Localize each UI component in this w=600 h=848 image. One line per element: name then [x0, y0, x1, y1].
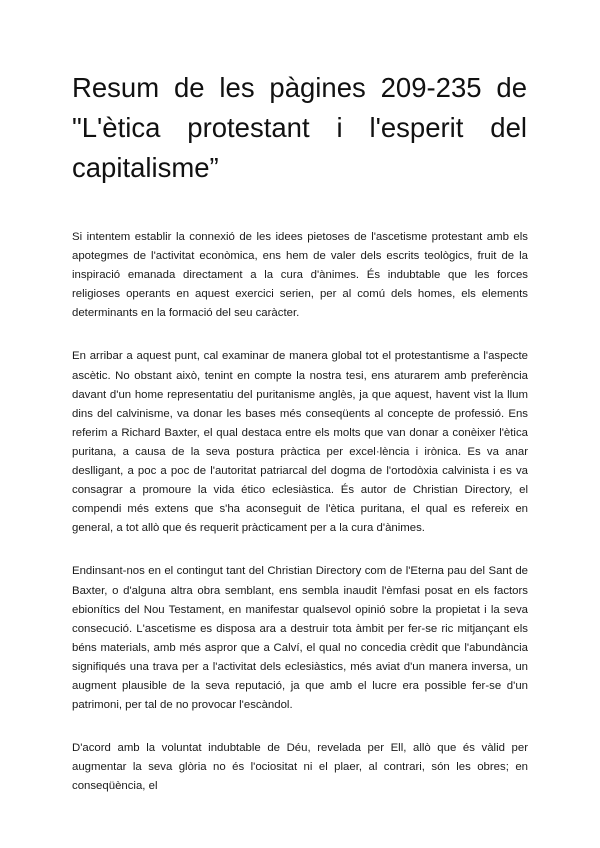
document-body — [72, 228, 528, 820]
document-title: Resum de les pàgines 209-235 de "L'ètica protestant i l'esperit del capitalisme” — [72, 72, 527, 183]
paragraph: D'acord amb la voluntat indubtable de Déu, revelada per Ell, allò que és vàlid per augmentar la seva glòria no és l'ociositat ni el plaer, al contrari, són les obres; en conseqüència, el — [72, 742, 528, 793]
paragraph: En arribar a aquest punt, cal examinar de manera global tot el protestantisme a l'aspecte ascètic. No obstant això, tenint en compte la nostra tesi, ens aturarem amb preferència davant d'un home representatiu del puritanisme anglès, ja que aquest, havent vist la llum dins del calvinisme, va donar les bases més conseqüents al concepte de professió. Ens referim a Richard Baxter, el qual destaca entre els molts que van donar a conèixer l'ètica puritana, a causa de la seva postura pràctica per excel·lència i irònica. Es va anar deslligant, a poc a poc de l'autoritat patriarcal del dogma de l'ortodòxia calvinista i es va consagrar a promoure la vida ético eclesiàstica. És autor de Christian Directory, el compendi més extens que s'ha aconseguit de l'ètica puritana, el qual es refereix en general, a tot allò que és requerit pràcticament per a la cura d'ànimes. — [72, 350, 528, 535]
paragraph: Endinsant-nos en el contingut tant del Christian Directory com de l'Eterna pau del Sant de Baxter, o d'alguna altra obra semblant, ens sembla inaudit l'èmfasi posat en els factors ebionítics del Nou Testament, en manifestar qualsevol opinió sobre la propietat i la seva consecució. L'ascetisme es disposa ara a destruir tota àmbit per fer-se ric mitjançant els béns materials, amb més aspror que a Calví, el qual no concedia crèdit que l'abundància signifiqués una trava per a l'activitat dels eclesiàstics, més aviat d'un manera inversa, un augment plausible de la seva reputació, ja que amb el lucre era possible fer-se d'un patrimoni, per tal de no provocar l'escàndol. — [72, 565, 528, 712]
paragraph: Si intentem establir la connexió de les idees pietoses de l'ascetisme protestant amb els apotegmes de l'activitat econòmica, ens hem de valer dels escrits teològics, fruit de la inspiració emanada directament a la cura d'ànimes. És indubtable que les forces religioses operants en aquest exercici serien, per al comú dels homes, els elements determinants en la formació del seu caràcter. — [72, 231, 528, 320]
